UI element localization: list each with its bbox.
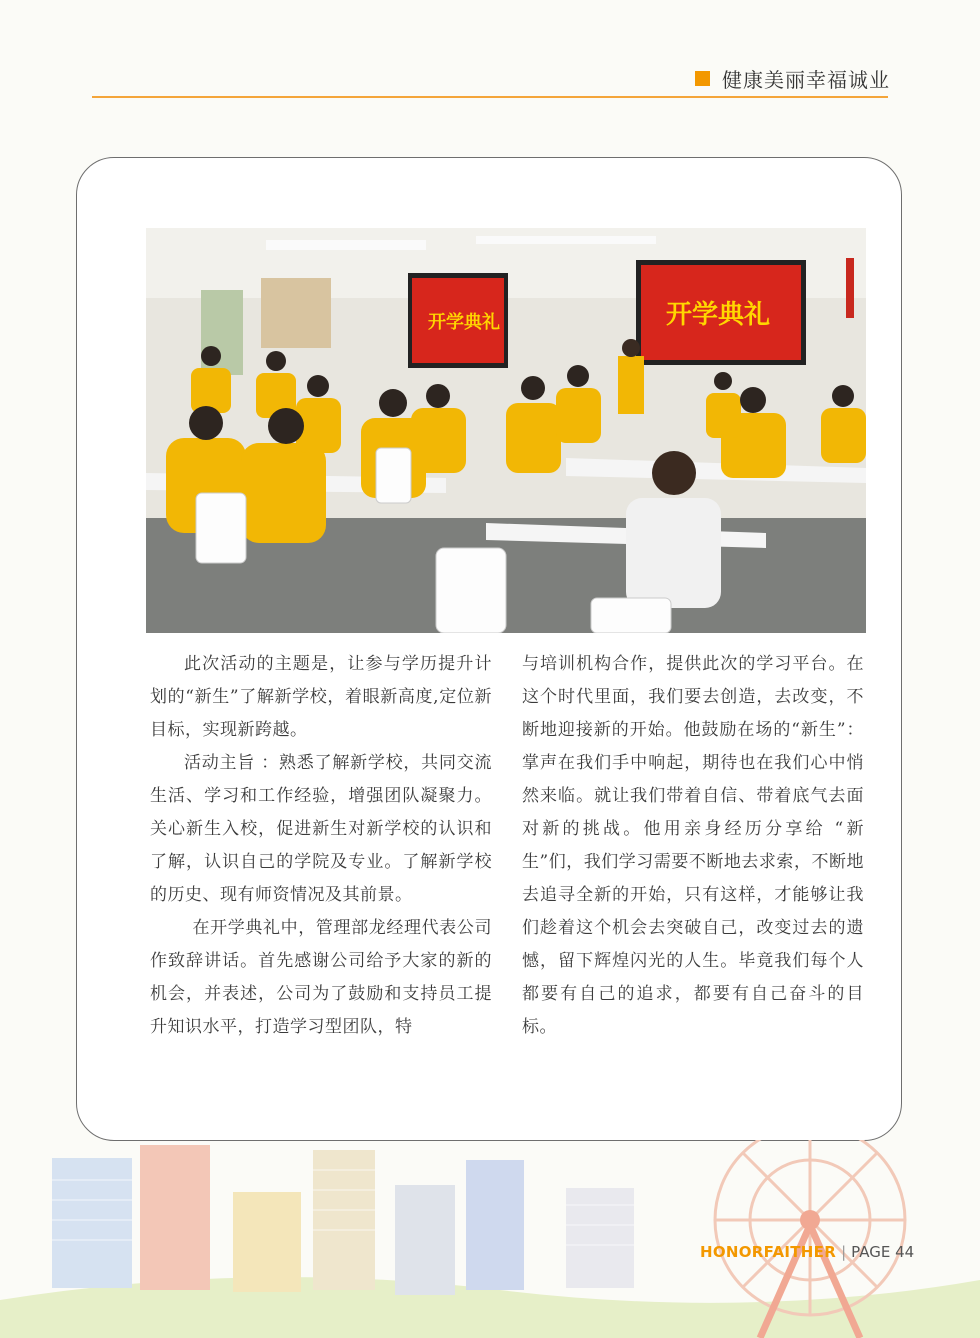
classroom-photo xyxy=(146,228,866,633)
header-title: 健康美丽幸福诚业 xyxy=(722,68,890,92)
paragraph-ceremony: 在开学典礼中，管理部龙经理代表公司作致辞讲话。首先感谢公司给予大家的新的机会，并表述，公司为了鼓励和支持员工提升知识水平，打造学习型团队，特 xyxy=(150,918,492,1037)
screen-text-right: 开学典礼 xyxy=(666,300,771,330)
footer-label xyxy=(700,1243,914,1261)
article-column-left xyxy=(150,648,492,1044)
footer-separator: | xyxy=(841,1243,847,1261)
paragraph-theme: 此次活动的主题是，让参与学历提升计划的“新生”了解新学校，着眼新高度,定位新目标，实现新跨越。 xyxy=(150,654,492,740)
paragraph-continuation: 与培训机构合作，提供此次的学习平台。在这个时代里面，我们要去创造，去改变，不断地迎接新的开始。他鼓励在场的“新生”：掌声在我们手中响起，期待也在我们心中悄然来临。就让我们带着自信、带着底气去面对新的挑战。他用亲身经历分享给 “新生”们，我们学习需要不断地去求索，不断地去追寻全新的开始，只有这样，才能够让我们趁着这个机会去突破自己，改变过去的遗憾，留下辉煌闪光的人生。毕竟我们每个人都要有自己的追求，都要有自己奋斗的目标。 xyxy=(522,654,864,1037)
screen-text-left: 开学典礼 xyxy=(428,312,500,333)
article-column-right xyxy=(522,648,864,1044)
brand-name: HONORFAITHER xyxy=(700,1243,837,1261)
header-marker xyxy=(695,71,710,86)
footer-cityscape xyxy=(0,1140,980,1338)
header-rule xyxy=(92,96,888,98)
page-number: PAGE 44 xyxy=(851,1243,915,1261)
paragraph-purpose: 活动主旨 ：熟悉了解新学校，共同交流生活、学习和工作经验，增强团队凝聚力。关心新生入校，促进新生对新学校的认识和了解，认识自己的学院及专业。了解新学校的历史、现有师资情况及其前景。 xyxy=(150,753,492,905)
